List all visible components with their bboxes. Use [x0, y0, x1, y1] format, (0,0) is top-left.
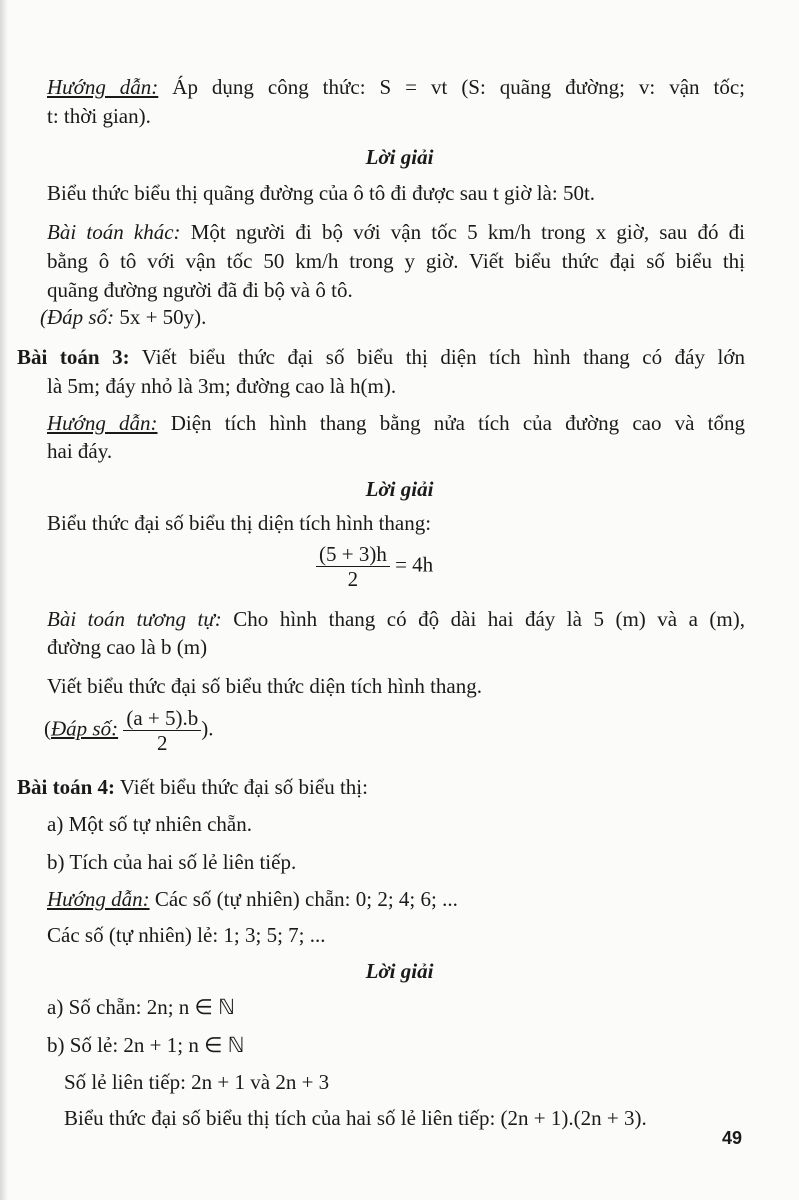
similar-problem-label: Bài toán tương tự:: [47, 607, 222, 631]
problem-3-line: [17, 344, 745, 370]
text: Viết biểu thức đại số biểu thị diện tích hình thang có đáy lớn: [129, 345, 745, 369]
similar-problem-line: [47, 606, 745, 632]
similar-problem-line: đường cao là b (m): [47, 635, 208, 659]
solution-text: b) Số lẻ: 2n + 1; n ∈ ℕ: [47, 1033, 245, 1057]
hint-line: [47, 410, 745, 436]
similar-problem-line: Viết biểu thức đại số biểu thức diện tích hình thang.: [47, 674, 482, 698]
hint-line: t: thời gian).: [47, 104, 151, 128]
solution-text: Biểu thức biểu thị quãng đường của ô tô đi được sau t giờ là: 50t.: [47, 181, 596, 205]
formula-result: = 4h: [395, 552, 434, 577]
text: Áp dụng công thức: S = vt (S: quãng đường; v: vận tốc;: [158, 75, 745, 99]
page-binding-shadow: [0, 0, 8, 1200]
answer-value: 5x + 50y).: [114, 305, 207, 329]
hint-label: Hướng dẫn:: [47, 411, 158, 435]
fraction: [316, 542, 390, 591]
fraction: [123, 706, 201, 755]
other-problem-label: Bài toán khác:: [47, 220, 181, 244]
hint-line: [47, 886, 458, 912]
hint-line: Các số (tự nhiên) lẻ: 1; 3; 5; 7; ...: [47, 923, 326, 947]
text: Diện tích hình thang bằng nửa tích của đường cao và tổng: [157, 411, 745, 435]
formula: [316, 542, 433, 591]
other-problem-line: bằng ô tô với vận tốc 50 km/h trong y giờ. Viết biểu thức đại số biểu thị: [47, 249, 745, 273]
problem-label: Bài toán 4:: [17, 775, 116, 799]
problem-label: Bài toán 3:: [17, 345, 130, 369]
answer-line: [44, 706, 214, 755]
solution-text: Biểu thức đại số biểu thị diện tích hình thang:: [47, 511, 432, 535]
problem-4-line: [17, 774, 368, 800]
solution-heading: Lời giải: [365, 145, 434, 169]
numerator: (5 + 3)h: [316, 542, 390, 567]
text: Cho hình thang có độ dài hai đáy là 5 (m) và a (m),: [221, 607, 745, 631]
solution-heading: Lời giải: [365, 959, 434, 983]
answer-label: Đáp số:: [47, 305, 115, 329]
solution-text: a) Số chẵn: 2n; n ∈ ℕ: [47, 995, 235, 1019]
text: Các số (tự nhiên) chẵn: 0; 2; 4; 6; ...: [149, 887, 458, 911]
solution-heading: Lời giải: [365, 477, 434, 501]
page-number: 49: [722, 1128, 743, 1148]
other-problem-line: [47, 219, 745, 245]
problem-3-line: là 5m; đáy nhỏ là 3m; đường cao là h(m).: [47, 374, 397, 398]
text: (: [40, 305, 47, 329]
text: (: [44, 716, 51, 741]
answer-line: [40, 304, 206, 330]
hint-label: Hướng dẫn:: [47, 887, 150, 911]
problem-item: b) Tích của hai số lẻ liên tiếp.: [47, 850, 297, 874]
numerator: (a + 5).b: [123, 706, 201, 731]
problem-item: a) Một số tự nhiên chẵn.: [47, 812, 253, 836]
solution-text: Số lẻ liên tiếp: 2n + 1 và 2n + 3: [64, 1070, 330, 1094]
hint-line: hai đáy.: [47, 439, 113, 463]
text: Một người đi bộ với vận tốc 5 km/h trong x giờ, sau đó đi: [180, 220, 745, 244]
text: Viết biểu thức đại số biểu thị:: [115, 775, 368, 799]
hint-line: [47, 74, 745, 100]
hint-label: Hướng dẫn:: [47, 75, 159, 99]
other-problem-line: quãng đường người đã đi bộ và ô tô.: [47, 278, 353, 302]
answer-label: Đáp số:: [51, 716, 119, 741]
solution-text: Biểu thức đại số biểu thị tích của hai số lẻ liên tiếp: (2n + 1).(2n + 3).: [64, 1106, 647, 1130]
text: ).: [201, 716, 214, 741]
denominator: 2: [157, 731, 168, 755]
denominator: 2: [347, 567, 359, 591]
